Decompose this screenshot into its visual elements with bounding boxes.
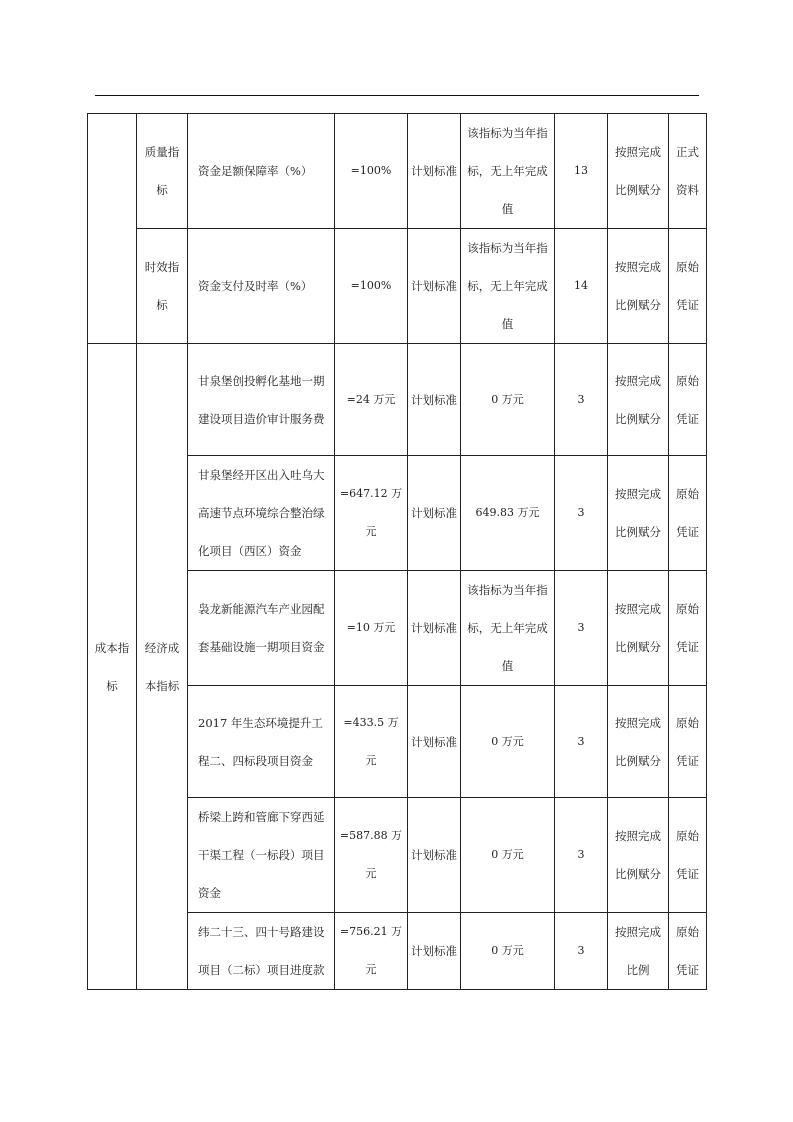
basis-cell: 计划标准 [408,344,461,456]
basis-cell: 计划标准 [408,229,461,344]
scoring-method-cell: 按照完成比例赋分 [608,571,669,686]
target-value-cell: =756.21 万元 [335,913,408,990]
level2-indicator-cell: 时效指标 [137,229,188,344]
level1-indicator-cell: 成本指标 [88,344,137,990]
scoring-method-cell: 按照完成比例赋分 [608,456,669,571]
target-value-cell: =433.5 万元 [335,686,408,798]
level2-indicator-cell: 质量指标 [137,114,188,229]
actual-value-cell: 该指标为当年指标，无上年完成值 [461,571,555,686]
indicator-name-cell: 2017 年生态环境提升工程二、四标段项目资金 [188,686,335,798]
evidence-source-cell: 原始凭证 [669,913,707,990]
actual-value-cell: 该指标为当年指标，无上年完成值 [461,229,555,344]
basis-cell: 计划标准 [408,913,461,990]
evidence-source-cell: 原始凭证 [669,798,707,913]
indicator-name-cell: 资金支付及时率（%） [188,229,335,344]
scoring-method-cell: 按照完成比例赋分 [608,229,669,344]
indicator-name-cell: 甘泉堡经开区出入吐乌大高速节点环境综合整治绿化项目（西区）资金 [188,456,335,571]
table-row [88,344,707,456]
score-cell: 3 [555,571,608,686]
actual-value-cell: 0 万元 [461,798,555,913]
evidence-source-cell: 原始凭证 [669,571,707,686]
target-value-cell: =10 万元 [335,571,408,686]
indicator-name-cell: 纬二十三、四十号路建设项目（二标）项目进度款 [188,913,335,990]
score-cell: 3 [555,686,608,798]
indicator-name-cell: 资金足额保障率（%） [188,114,335,229]
actual-value-cell: 该指标为当年指标，无上年完成值 [461,114,555,229]
target-value-cell: =587.88 万元 [335,798,408,913]
scoring-method-cell: 按照完成比例 [608,913,669,990]
score-cell: 3 [555,456,608,571]
basis-cell: 计划标准 [408,456,461,571]
performance-indicator-table [87,113,707,990]
table-row [88,114,707,229]
score-cell: 3 [555,344,608,456]
evidence-source-cell: 原始凭证 [669,344,707,456]
evidence-source-cell: 正式资料 [669,114,707,229]
indicator-name-cell: 甘泉堡创投孵化基地一期建设项目造价审计服务费 [188,344,335,456]
level1-indicator-cell [88,114,137,344]
actual-value-cell: 649.83 万元 [461,456,555,571]
score-cell: 14 [555,229,608,344]
score-cell: 3 [555,913,608,990]
basis-cell: 计划标准 [408,114,461,229]
scoring-method-cell: 按照完成比例赋分 [608,114,669,229]
actual-value-cell: 0 万元 [461,913,555,990]
basis-cell: 计划标准 [408,686,461,798]
actual-value-cell: 0 万元 [461,686,555,798]
basis-cell: 计划标准 [408,798,461,913]
level2-indicator-cell: 经济成本指标 [137,344,188,990]
score-cell: 13 [555,114,608,229]
evidence-source-cell: 原始凭证 [669,456,707,571]
basis-cell: 计划标准 [408,571,461,686]
actual-value-cell: 0 万元 [461,344,555,456]
indicator-name-cell: 袅龙新能源汽车产业园配套基础设施一期项目资金 [188,571,335,686]
scoring-method-cell: 按照完成比例赋分 [608,344,669,456]
evidence-source-cell: 原始凭证 [669,686,707,798]
header-rule [95,95,699,96]
scoring-method-cell: 按照完成比例赋分 [608,798,669,913]
table-row [88,229,707,344]
target-value-cell: =100% [335,229,408,344]
target-value-cell: =24 万元 [335,344,408,456]
target-value-cell: =100% [335,114,408,229]
indicator-name-cell: 桥梁上跨和管廊下穿西延干渠工程（一标段）项目资金 [188,798,335,913]
target-value-cell: =647.12 万元 [335,456,408,571]
score-cell: 3 [555,798,608,913]
evidence-source-cell: 原始凭证 [669,229,707,344]
scoring-method-cell: 按照完成比例赋分 [608,686,669,798]
